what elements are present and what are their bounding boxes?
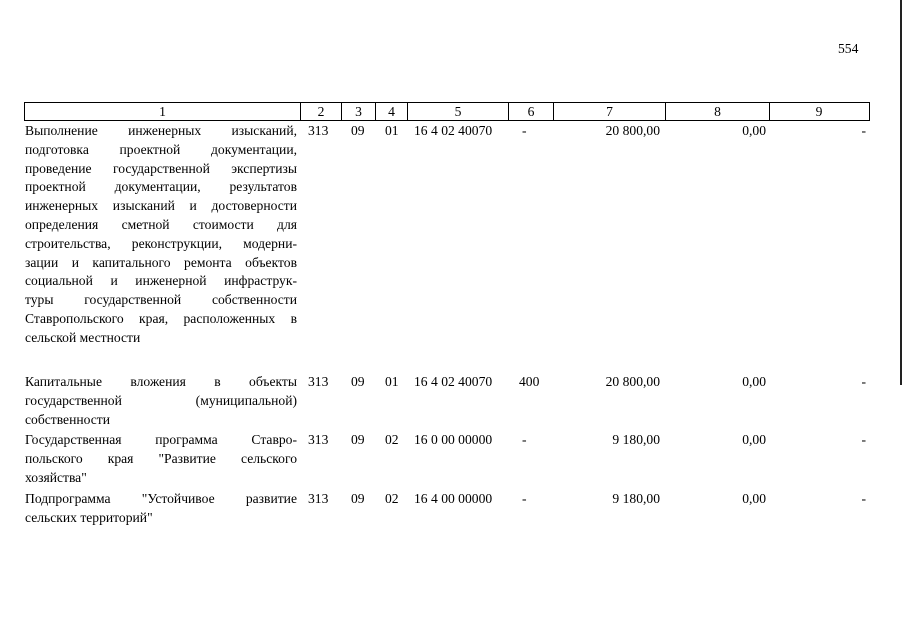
row-amount-2: 0,00 — [742, 123, 766, 138]
row-subsection-code: 01 — [385, 123, 399, 138]
row-target-article: 16 4 02 40070 — [414, 123, 493, 138]
row-admin-code: 313 — [308, 123, 329, 138]
row-name-line: сельской местности — [25, 329, 141, 345]
row-name — [25, 431, 297, 487]
row-name-line: Выполнение инженерных изысканий, — [25, 123, 297, 138]
row-subsection-code: 02 — [385, 432, 399, 447]
row-name-line: проектной документации, результатов — [25, 179, 297, 195]
row-amount: 9 180,00 — [612, 491, 660, 506]
column-header-6: 6 — [508, 103, 553, 120]
row-name-line: Ставропольского края, расположенных в — [25, 310, 297, 326]
row-target-article: 16 4 02 40070 — [414, 374, 493, 389]
row-name-line: определения сметной стоимости для — [25, 216, 297, 232]
row-name-line: государственной (муниципальной) — [25, 392, 297, 408]
row-target-article: 16 0 00 00000 — [414, 432, 493, 447]
row-section-code: 09 — [351, 374, 365, 389]
row-expense-type: 400 — [519, 374, 540, 389]
row-name — [25, 122, 297, 348]
page-number: 554 — [838, 41, 859, 56]
column-header-7: 7 — [553, 103, 665, 120]
column-header-1: 1 — [159, 104, 166, 119]
row-subsection-code: 02 — [385, 491, 399, 506]
row-expense-type: - — [522, 491, 527, 506]
row-name — [25, 373, 297, 429]
row-name-line: строительства, реконструкции, модерни- — [25, 235, 297, 251]
row-amount-2: 0,00 — [742, 374, 766, 389]
row-name-line: Капитальные вложения в объекты — [25, 374, 297, 389]
column-header-9: 9 — [769, 103, 868, 120]
row-subsection-code: 01 — [385, 374, 399, 389]
row-amount-3: - — [861, 374, 866, 389]
row-section-code: 09 — [351, 432, 365, 447]
column-header-2: 2 — [300, 103, 341, 120]
row-amount-2: 0,00 — [742, 491, 766, 506]
row-expense-type: - — [522, 432, 527, 447]
row-name-line: сельских территорий" — [25, 509, 153, 525]
row-name-line: социальной и инженерной инфраструк- — [25, 273, 297, 289]
column-header-5: 5 — [407, 103, 508, 120]
row-name-line: подготовка проектной документации, — [25, 141, 297, 157]
row-name-line: польского края "Развитие сельского — [25, 450, 297, 466]
row-name-line: проведение государственной экспертизы — [25, 160, 297, 176]
row-amount-3: - — [861, 123, 866, 138]
row-expense-type: - — [522, 123, 527, 138]
row-amount-2: 0,00 — [742, 432, 766, 447]
row-section-code: 09 — [351, 123, 365, 138]
row-section-code: 09 — [351, 491, 365, 506]
row-name-line: собственности — [25, 411, 111, 427]
row-amount: 9 180,00 — [612, 432, 660, 447]
row-name-line: Подпрограмма "Устойчивое развитие — [25, 491, 297, 506]
row-amount-3: - — [861, 432, 866, 447]
row-name-line: зации и капитального ремонта объектов — [25, 254, 297, 270]
row-amount-3: - — [861, 491, 866, 506]
page-edge-line — [900, 0, 902, 385]
row-admin-code: 313 — [308, 374, 329, 389]
row-name-line: туры государственной собственности — [25, 292, 297, 308]
column-header-8: 8 — [665, 103, 769, 120]
row-name — [25, 490, 297, 528]
row-amount: 20 800,00 — [605, 374, 660, 389]
row-name-line: инженерных изысканий и достоверности — [25, 198, 297, 214]
row-target-article: 16 4 00 00000 — [414, 491, 493, 506]
column-header-4: 4 — [375, 103, 407, 120]
row-amount: 20 800,00 — [605, 123, 660, 138]
table-header-row — [24, 102, 870, 121]
column-header-3: 3 — [341, 103, 375, 120]
row-name-line: хозяйства" — [25, 469, 87, 485]
row-admin-code: 313 — [308, 432, 329, 447]
row-name-line: Государственная программа Ставро- — [25, 432, 297, 447]
row-admin-code: 313 — [308, 491, 329, 506]
